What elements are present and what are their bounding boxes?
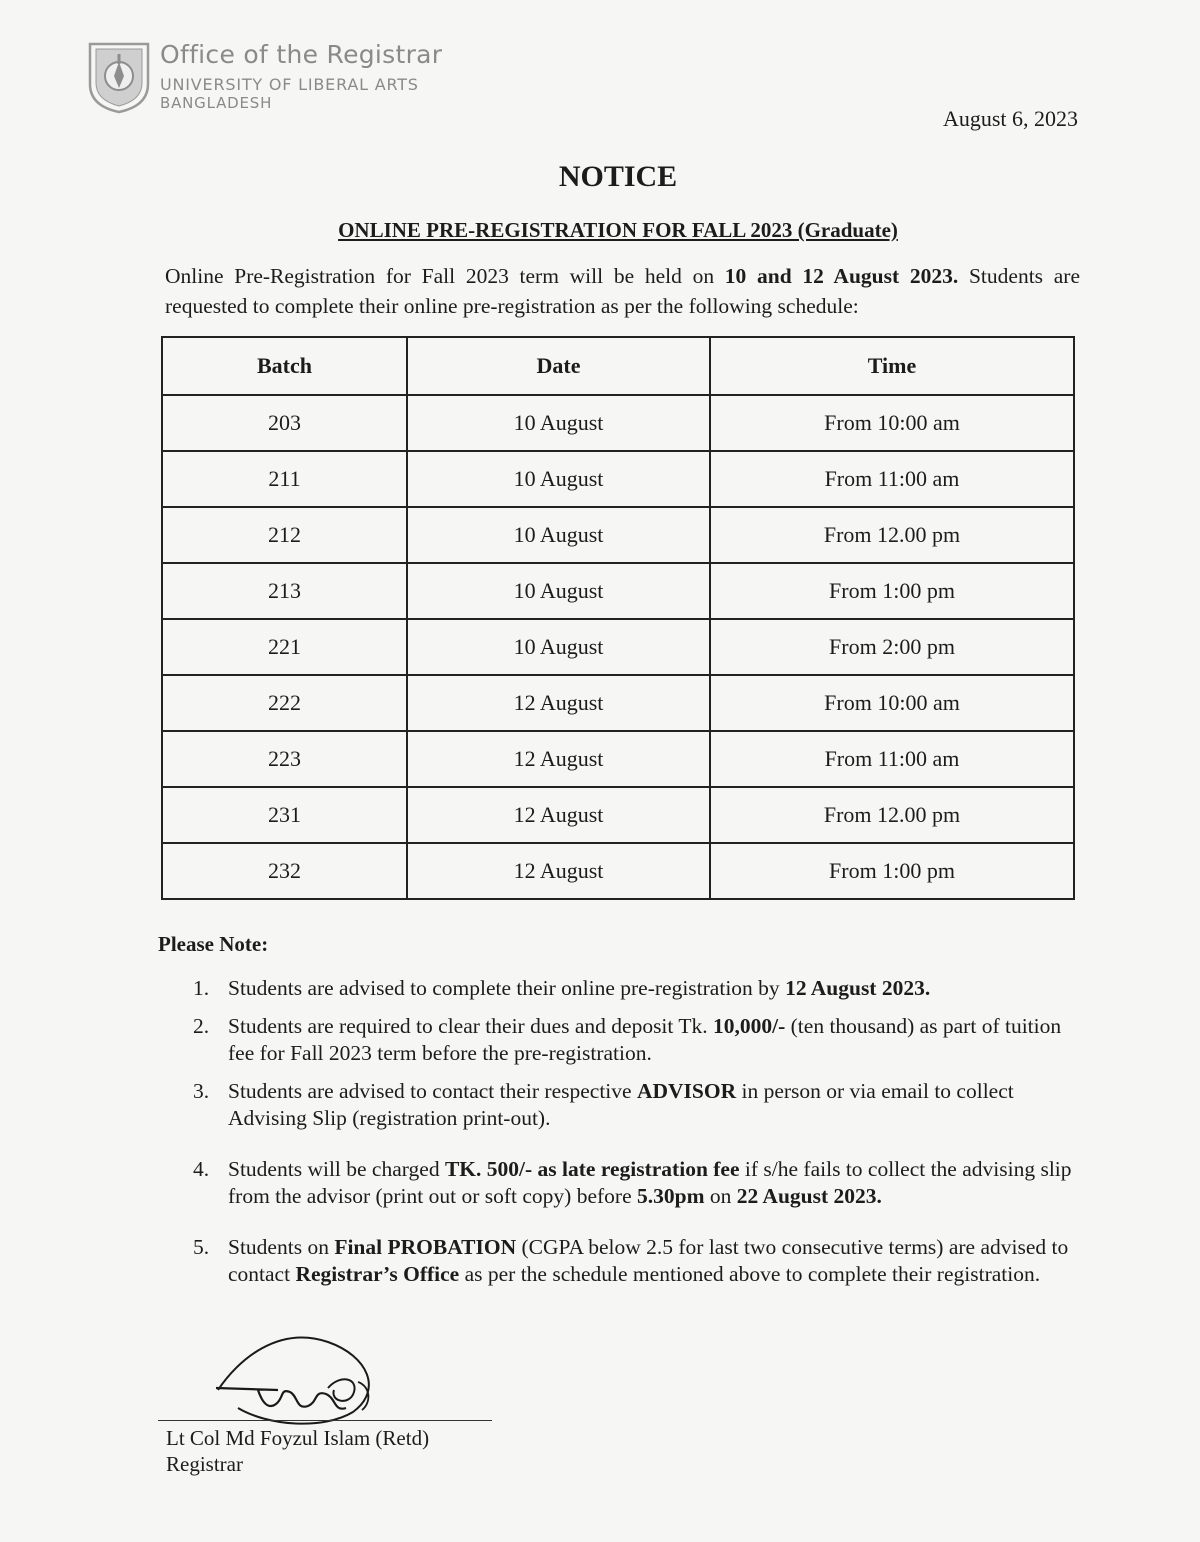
item-number: 4. <box>193 1157 210 1181</box>
table-row <box>162 731 1074 787</box>
list-item <box>188 975 1080 1002</box>
country-name: BANGLADESH <box>160 94 273 112</box>
item-text: Students will be charged <box>228 1157 445 1181</box>
time-cell: From 1:00 pm <box>710 843 1074 899</box>
date-cell: 12 August <box>407 787 710 843</box>
date-cell: 10 August <box>407 507 710 563</box>
item-bold: Final PROBATION <box>334 1235 517 1259</box>
university-name: UNIVERSITY OF LIBERAL ARTS <box>160 75 419 94</box>
table-row <box>162 451 1074 507</box>
letterhead <box>86 40 446 120</box>
item-bold: TK. 500/- as late registration fee <box>444 1157 740 1181</box>
header-batch: Batch <box>162 337 407 395</box>
item-text: if s/he fails to collect the advising slip from the advisor (print out or soft copy) before <box>228 1157 1072 1208</box>
item-text: as per the schedule mentioned above to complete their registration. <box>459 1262 1041 1286</box>
item-text: (CGPA below 2.5 for last two consecutive terms) are advised to contact <box>228 1235 1069 1286</box>
signature-scribble <box>158 1330 498 1430</box>
batch-cell: 211 <box>162 451 407 507</box>
item-bold: ADVISOR <box>636 1079 737 1103</box>
schedule-table <box>161 336 1075 900</box>
notice-date: August 6, 2023 <box>942 106 1078 131</box>
table-row <box>162 563 1074 619</box>
list-item <box>188 1156 1080 1210</box>
table-row <box>162 507 1074 563</box>
intro-dates: 10 and 12 August 2023. <box>724 264 959 288</box>
item-text: Students on <box>228 1235 335 1259</box>
notes-list <box>188 975 1080 1299</box>
item-bold: 12 August 2023. <box>785 976 931 1000</box>
intro-text-2: Students are requested to complete their online pre-registration as per the following schedule: <box>165 264 1080 318</box>
table-row <box>162 395 1074 451</box>
signatory-role: Registrar <box>166 1452 243 1476</box>
batch-cell: 231 <box>162 787 407 843</box>
batch-cell: 222 <box>162 675 407 731</box>
table-row <box>162 787 1074 843</box>
office-name: Office of the Registrar <box>160 40 443 69</box>
item-number: 1. <box>193 976 210 1000</box>
university-seal-icon <box>86 40 152 114</box>
batch-cell: 223 <box>162 731 407 787</box>
batch-cell: 212 <box>162 507 407 563</box>
date-cell: 12 August <box>407 731 710 787</box>
item-number: 2. <box>193 1014 210 1038</box>
item-number: 3. <box>193 1079 210 1103</box>
item-text: Students are advised to contact their respective <box>228 1079 637 1103</box>
time-cell: From 11:00 am <box>710 451 1074 507</box>
page-title: NOTICE <box>558 160 678 193</box>
date-cell: 10 August <box>407 563 710 619</box>
signature-line <box>158 1420 492 1421</box>
item-text: (ten thousand) as part of tuition fee for Fall 2023 term before the pre-registration. <box>228 1014 1062 1065</box>
item-bold: 22 August 2023. <box>736 1184 882 1208</box>
date-cell: 12 August <box>407 675 710 731</box>
header-time: Time <box>710 337 1074 395</box>
batch-cell: 203 <box>162 395 407 451</box>
list-item <box>188 1013 1080 1067</box>
date-cell: 10 August <box>407 451 710 507</box>
table-row <box>162 619 1074 675</box>
table-row <box>162 843 1074 899</box>
item-text: in person or via email to collect Advising Slip (registration print-out). <box>228 1079 1014 1130</box>
batch-cell: 213 <box>162 563 407 619</box>
batch-cell: 232 <box>162 843 407 899</box>
date-cell: 10 August <box>407 395 710 451</box>
time-cell: From 2:00 pm <box>710 619 1074 675</box>
item-bold: 10,000/- <box>713 1014 786 1038</box>
intro-text-1: Online Pre-Registration for Fall 2023 term will be held on <box>165 264 725 288</box>
item-text: on <box>704 1184 737 1208</box>
time-cell: From 1:00 pm <box>710 563 1074 619</box>
date-cell: 12 August <box>407 843 710 899</box>
intro-paragraph <box>165 261 1080 321</box>
time-cell: From 10:00 am <box>710 675 1074 731</box>
item-text: Students are required to clear their dues and deposit Tk. <box>228 1014 713 1038</box>
time-cell: From 12.00 pm <box>710 507 1074 563</box>
time-cell: From 12.00 pm <box>710 787 1074 843</box>
header-date: Date <box>407 337 710 395</box>
notes-heading: Please Note: <box>158 932 269 956</box>
time-cell: From 10:00 am <box>710 395 1074 451</box>
batch-cell: 221 <box>162 619 407 675</box>
date-cell: 10 August <box>407 619 710 675</box>
item-bold: 5.30pm <box>636 1184 705 1208</box>
list-item <box>188 1234 1080 1288</box>
notice-subtitle: ONLINE PRE-REGISTRATION FOR FALL 2023 (Graduate) <box>338 218 898 242</box>
table-header-row <box>162 337 1074 395</box>
item-number: 5. <box>193 1235 210 1259</box>
table-row <box>162 675 1074 731</box>
time-cell: From 11:00 am <box>710 731 1074 787</box>
item-text: Students are advised to complete their online pre-registration by <box>228 976 786 1000</box>
list-item <box>188 1078 1080 1132</box>
item-bold: Registrar’s Office <box>295 1262 460 1286</box>
signatory-name: Lt Col Md Foyzul Islam (Retd) <box>166 1426 430 1450</box>
